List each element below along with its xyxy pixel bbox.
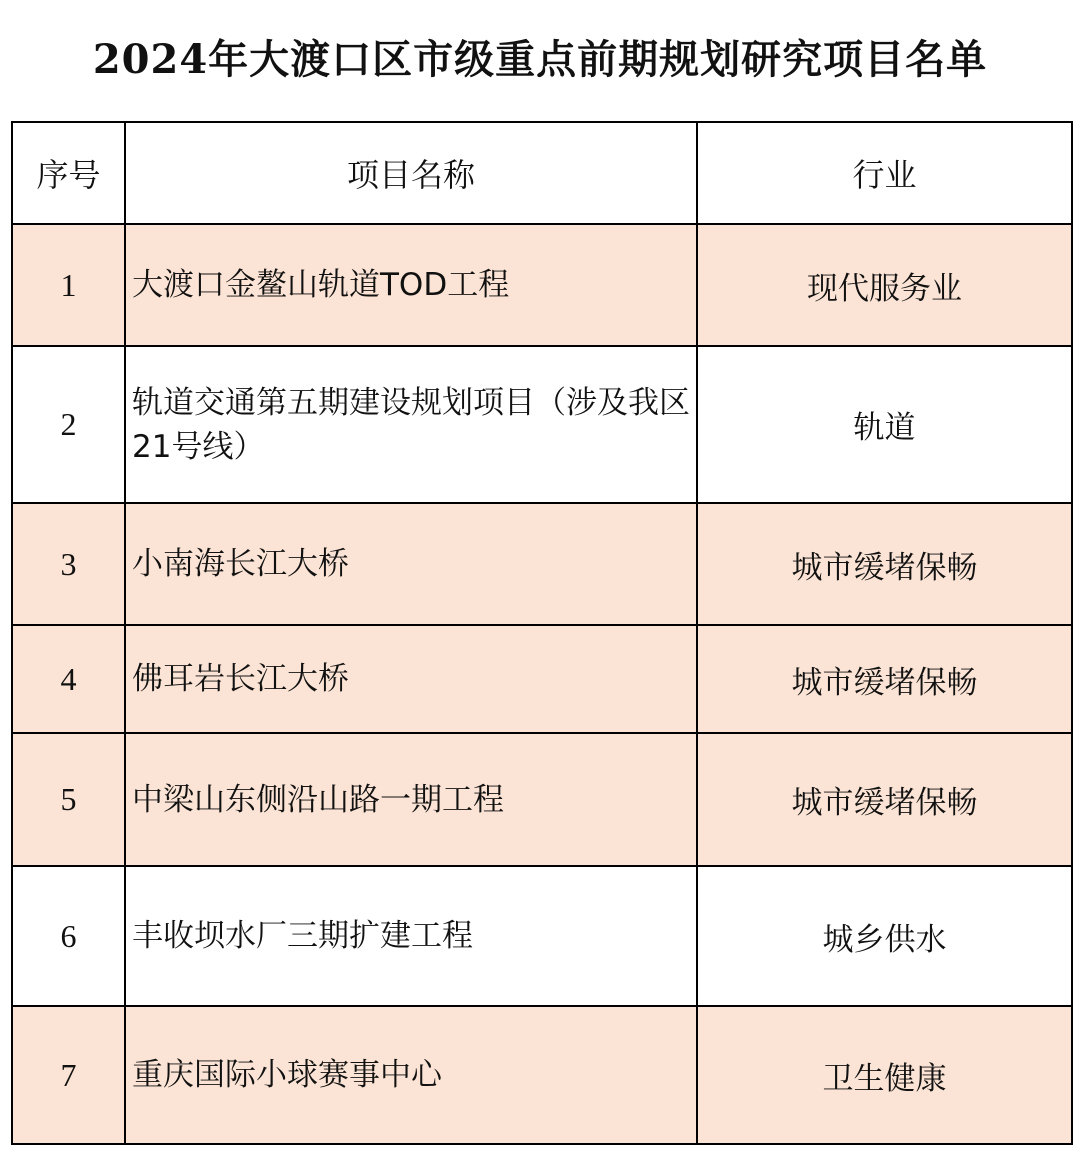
header-project-name: 项目名称 <box>125 122 697 224</box>
table-row <box>12 346 1072 503</box>
table-row <box>12 733 1072 866</box>
row-industry: 现代服务业 <box>697 224 1072 346</box>
row-seq: 1 <box>12 224 125 346</box>
row-project-name: 重庆国际小球赛事中心 <box>125 1006 697 1144</box>
row-industry: 城市缓堵保畅 <box>697 625 1072 733</box>
header-seq: 序号 <box>12 122 125 224</box>
table-header-row <box>12 122 1072 224</box>
table-row <box>12 503 1072 625</box>
row-project-name: 丰收坝水厂三期扩建工程 <box>125 866 697 1006</box>
row-industry: 城市缓堵保畅 <box>697 733 1072 866</box>
table-row <box>12 224 1072 346</box>
row-project-name: 小南海长江大桥 <box>125 503 697 625</box>
row-project-name: 大渡口金鳌山轨道TOD工程 <box>125 224 697 346</box>
row-seq: 3 <box>12 503 125 625</box>
row-seq: 6 <box>12 866 125 1006</box>
table-row <box>12 625 1072 733</box>
row-industry: 城市缓堵保畅 <box>697 503 1072 625</box>
row-project-name: 中梁山东侧沿山路一期工程 <box>125 733 697 866</box>
table-row <box>12 866 1072 1006</box>
row-seq: 2 <box>12 346 125 503</box>
header-industry: 行业 <box>697 122 1072 224</box>
row-project-name: 佛耳岩长江大桥 <box>125 625 697 733</box>
row-project-name: 轨道交通第五期建设规划项目（涉及我区21号线） <box>125 346 697 503</box>
table-row <box>12 1006 1072 1144</box>
row-industry: 卫生健康 <box>697 1006 1072 1144</box>
row-industry: 城乡供水 <box>697 866 1072 1006</box>
page-title: 2024年大渡口区市级重点前期规划研究项目名单 <box>92 36 988 83</box>
row-seq: 7 <box>12 1006 125 1144</box>
row-seq: 5 <box>12 733 125 866</box>
row-industry: 轨道 <box>697 346 1072 503</box>
project-table <box>11 121 1073 1145</box>
row-seq: 4 <box>12 625 125 733</box>
